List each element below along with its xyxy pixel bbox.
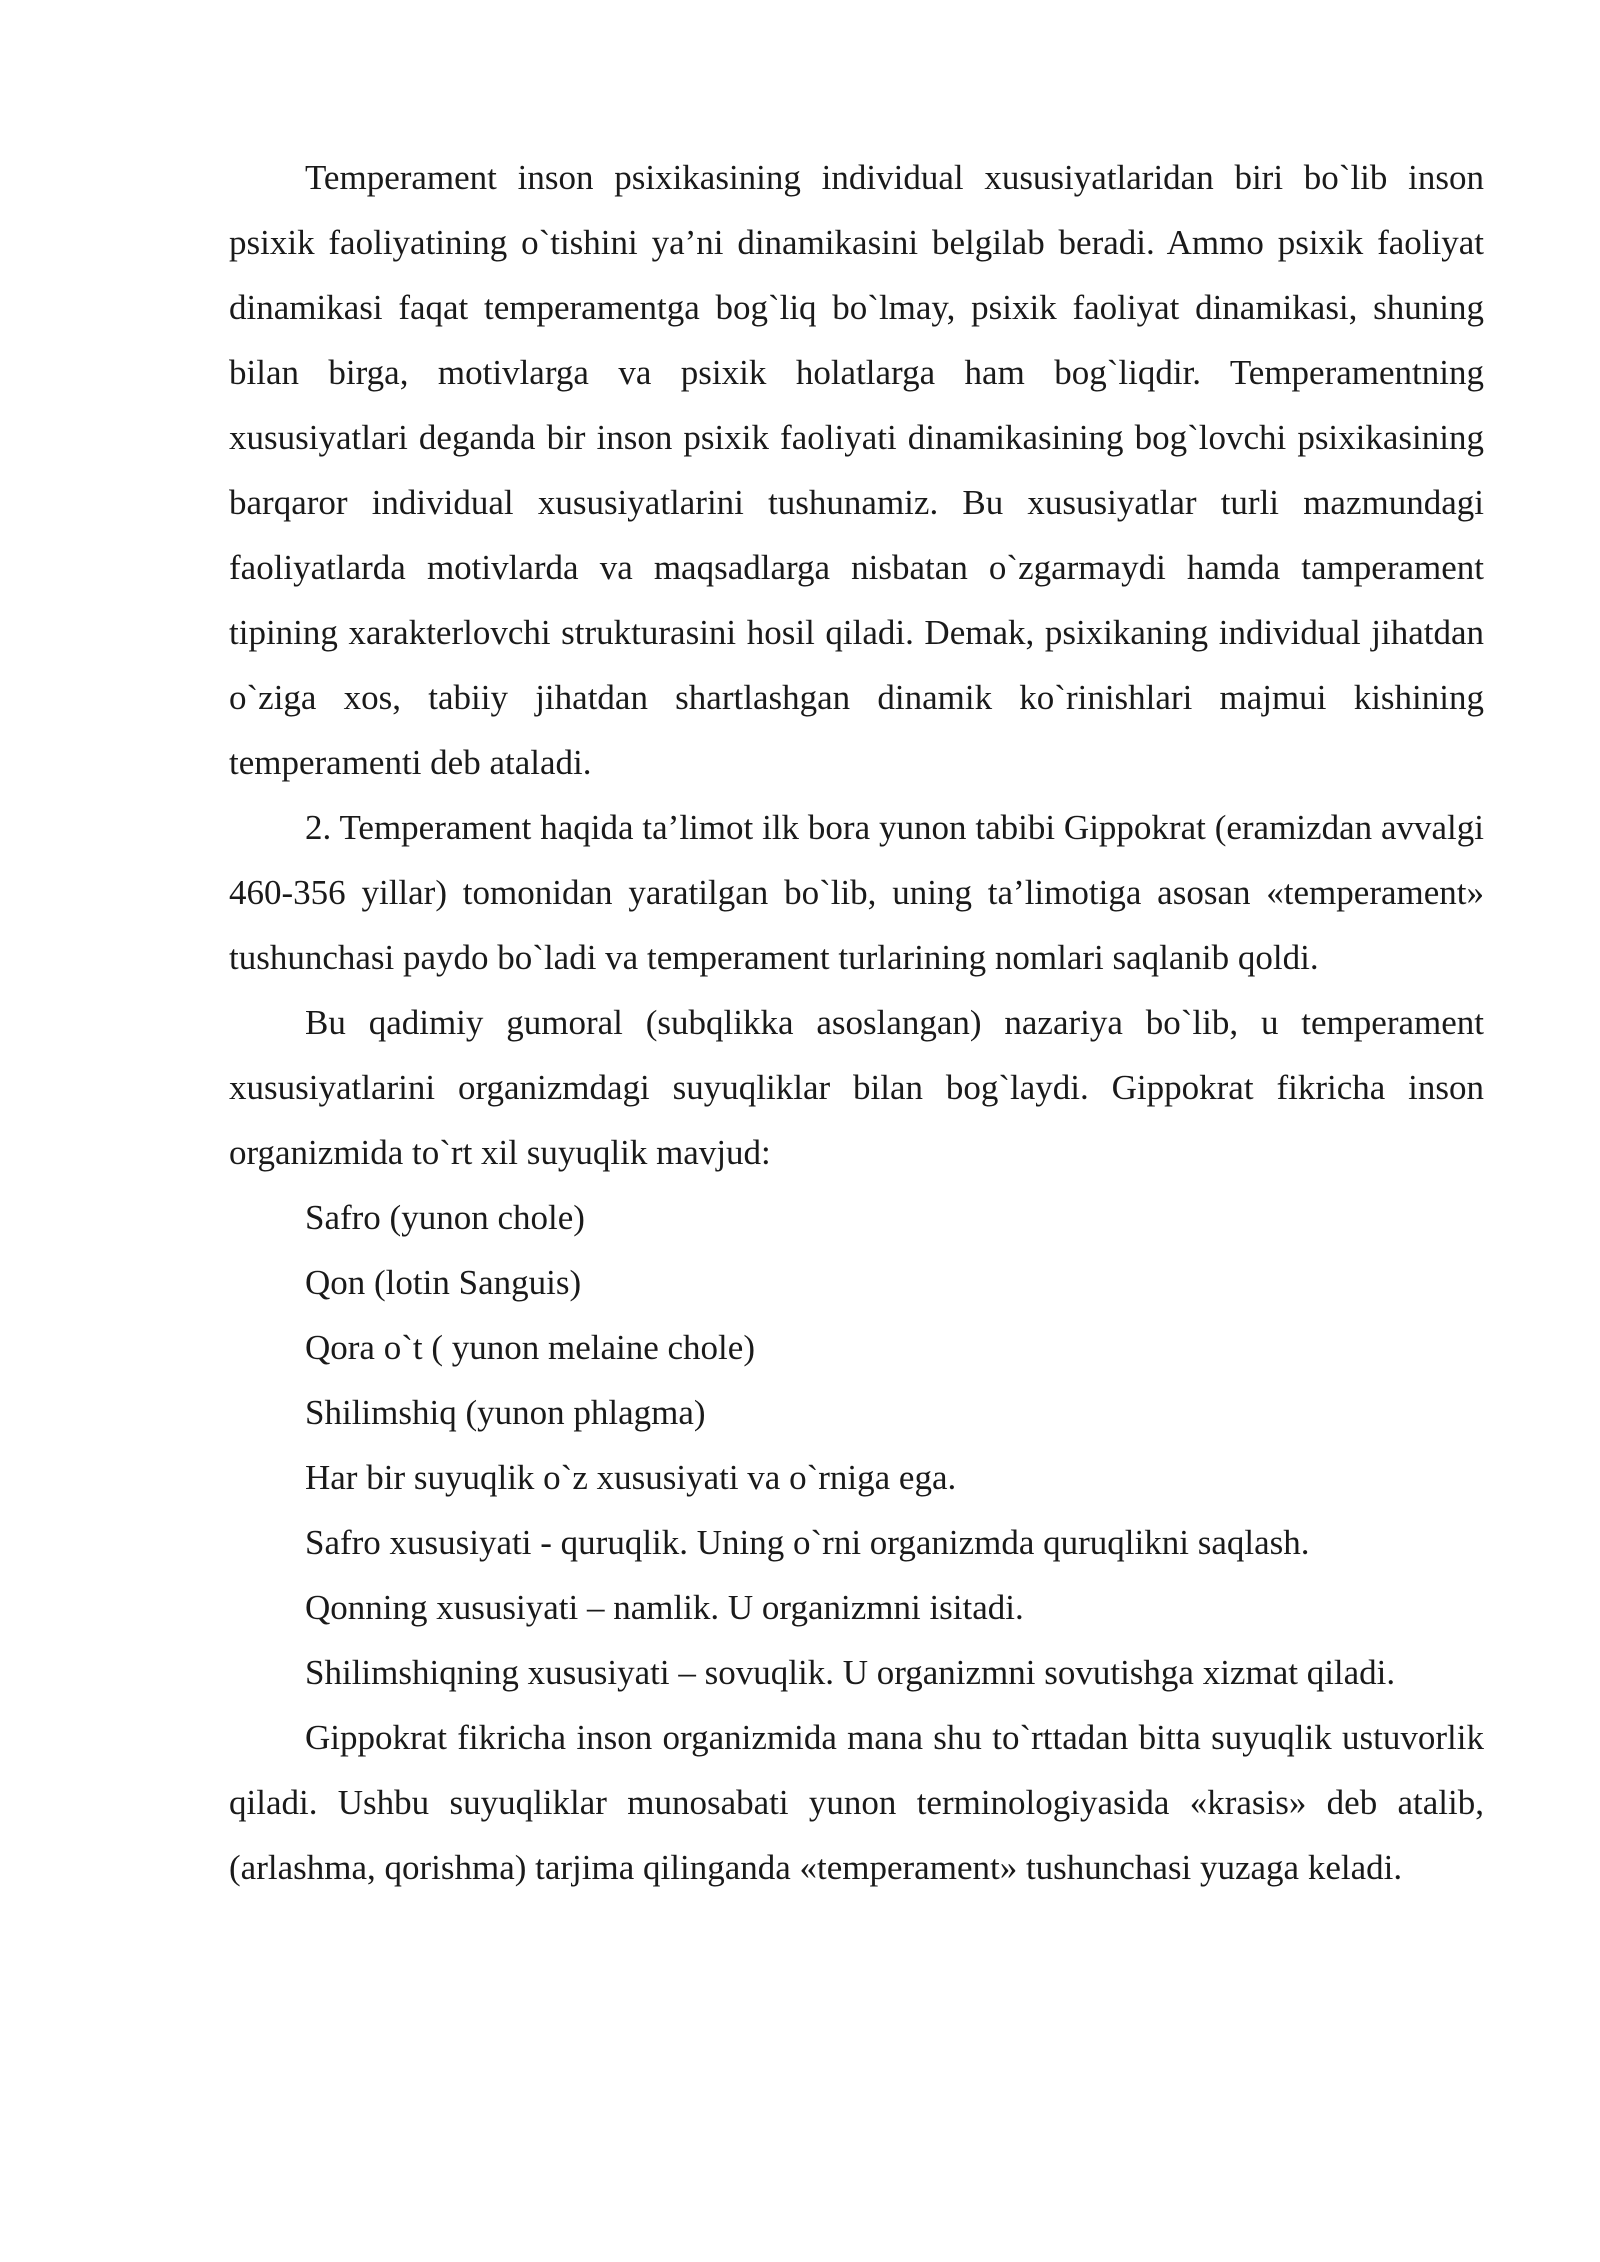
list-item-qora-ot: Qora o`t ( yunon melaine chole) [305, 1328, 755, 1367]
line-suyuqlik-xususiyati: Har bir suyuqlik o`z xususiyati va o`rniga ega. [305, 1458, 957, 1497]
paragraph-humoral-theory: Bu qadimiy gumoral (subqlikka asoslangan) nazariya bo`lib, u temperament xususiyatlarini organizmdagi suyuqliklar bilan bog`laydi. Gippokrat fikricha inson organizmida to`rt xil suyuqlik mavjud: [229, 1003, 1484, 1172]
document-body [229, 145, 1484, 1900]
list-item-safro: Safro (yunon chole) [305, 1198, 585, 1237]
paragraph-temperament-definition: Temperament inson psixikasining individual xususiyatlaridan biri bo`lib inson psixik faoliyatining o`tishini ya’ni dinamikasini belgilab beradi. Ammo psixik faoliyat dinamikasi faqat temperamentga bog`liq bo`lmay, psixik faoliyat dinamikasi, shuning bilan birga, motivlarga va psixik holatlarga ham bog`liqdir. Temperamentning xususiyatlari deganda bir inson psixik faoliyati dinamikasining bog`lovchi psixikasining barqaror individual xususiyatlarini tushunamiz. Bu xususiyatlar turli mazmundagi faoliyatlarda motivlarda va maqsadlarga nisbatan o`zgarmaydi hamda tamperament tipining xarakterlovchi strukturasini hosil qiladi. Demak, psixikaning individual jihatdan o`ziga xos, tabiiy jihatdan shartlashgan dinamik ko`rinishlari majmui kishining temperamenti deb ataladi. [229, 158, 1484, 782]
paragraph-gippokrat-history: 2. Temperament haqida ta’limot ilk bora yunon tabibi Gippokrat (eramizdan avvalgi 460-356 yillar) tomonidan yaratilgan bo`lib, uning ta’limotiga asosan «temperament» tushunchasi paydo bo`ladi va temperament turlarining nomlari saqlanib qoldi. [229, 808, 1484, 977]
line-safro-xususiyati: Safro xususiyati - quruqlik. Uning o`rni organizmda quruqlikni saqlash. [305, 1523, 1310, 1562]
line-shilimshiq-xususiyati: Shilimshiqning xususiyati – sovuqlik. U organizmni sovutishga xizmat qiladi. [305, 1653, 1396, 1692]
line-qon-xususiyati: Qonning xususiyati – namlik. U organizmni isitadi. [305, 1588, 1024, 1627]
list-item-qon: Qon (lotin Sanguis) [305, 1263, 582, 1302]
paragraph-krasis-temperament: Gippokrat fikricha inson organizmida mana shu to`rttadan bitta suyuqlik ustuvorlik qiladi. Ushbu suyuqliklar munosabati yunon terminologiyasida «krasis» deb atalib, (arlashma, qorishma) tarjima qilinganda «temperament» tushunchasi yuzaga keladi. [229, 1718, 1484, 1887]
list-item-shilimshiq: Shilimshiq (yunon phlagma) [305, 1393, 706, 1432]
